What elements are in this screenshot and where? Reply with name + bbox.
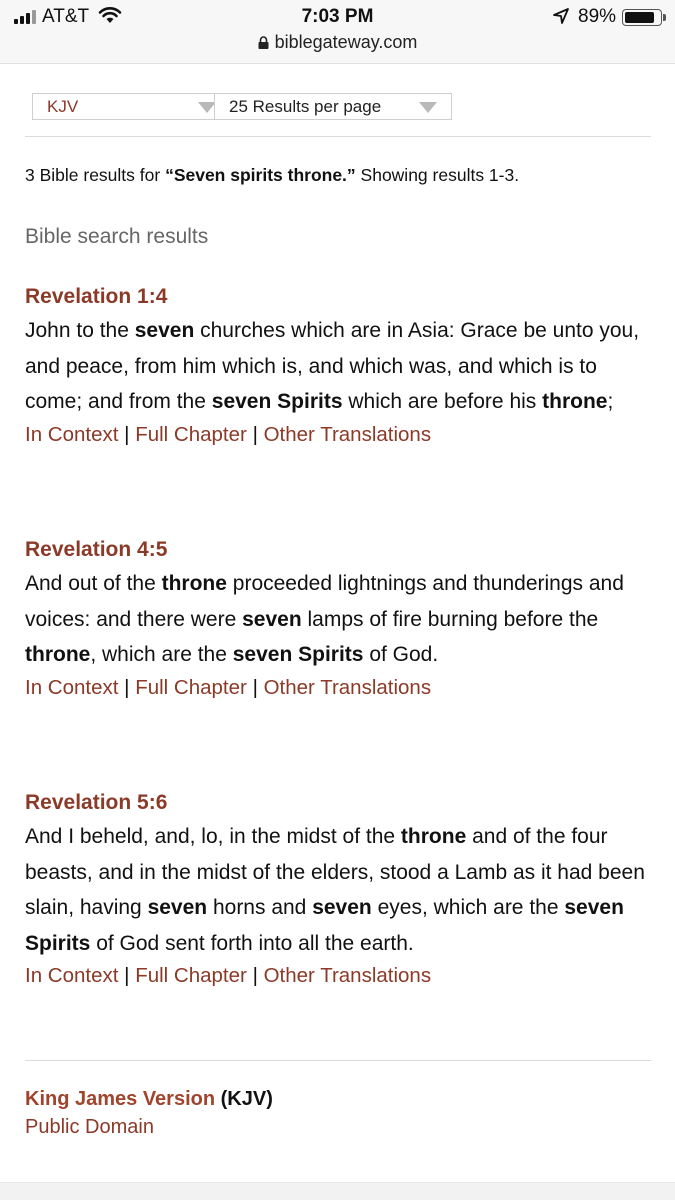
version-name-link[interactable]: King James Version	[25, 1088, 216, 1110]
result-verse-text	[25, 566, 645, 673]
result-links	[25, 420, 645, 450]
section-title: Bible search results	[25, 225, 209, 248]
link-separator: |	[124, 675, 130, 699]
version-abbr: (KJV)	[220, 1088, 273, 1110]
location-arrow-icon	[552, 7, 570, 25]
url-domain: biblegateway.com	[274, 32, 418, 52]
license-link[interactable]: Public Domain	[25, 1116, 154, 1138]
full-chapter-link[interactable]: Full Chapter	[135, 422, 247, 446]
in-context-link[interactable]: In Context	[25, 964, 119, 987]
highlighted-term: throne	[542, 390, 608, 413]
result-verse-text	[25, 313, 645, 420]
search-result	[25, 282, 645, 450]
highlighted-term: Spirits	[277, 390, 343, 413]
verse-text-segment: ;	[607, 390, 614, 413]
summary-suffix: Showing results 1-3.	[355, 165, 520, 185]
verse-text-segment: And out of the	[25, 572, 162, 595]
link-separator: |	[252, 675, 258, 699]
carrier-label: AT&T	[42, 6, 90, 27]
status-bar	[0, 0, 675, 34]
result-reference-link[interactable]: Revelation 1:4	[25, 285, 168, 308]
verse-text-segment: lamps of fire burning before the	[301, 607, 599, 631]
search-filters	[25, 93, 651, 137]
highlighted-term: seven	[564, 896, 624, 919]
highlighted-term: throne	[400, 825, 467, 848]
link-separator: |	[252, 422, 258, 446]
verse-text-segment: churches which are in Asia: Grace be unto you, and peace, from him which is, and which was, and which is to come; and from the	[25, 319, 640, 413]
link-separator: |	[252, 964, 258, 987]
other-translations-link[interactable]: Other Translations	[263, 422, 432, 446]
version-footer	[25, 1060, 651, 1141]
result-verse-text	[25, 819, 645, 961]
highlighted-term: throne	[25, 643, 91, 666]
results-per-page-value: 25 Results per page	[229, 97, 382, 116]
version-select[interactable]	[32, 93, 231, 120]
clock: 7:03 PM	[301, 6, 374, 27]
full-chapter-link[interactable]: Full Chapter	[135, 964, 247, 987]
other-translations-link[interactable]: Other Translations	[263, 675, 432, 699]
results-summary	[25, 165, 519, 186]
results-per-page-select[interactable]	[214, 93, 452, 120]
result-links	[25, 961, 645, 991]
battery-percentage: 89%	[578, 6, 617, 27]
dropdown-arrow-icon	[419, 102, 437, 113]
link-separator: |	[124, 422, 130, 446]
verse-text-segment: eyes, which are the	[371, 896, 565, 919]
url-bar[interactable]	[0, 32, 675, 53]
battery-icon	[622, 9, 662, 26]
highlighted-term: seven	[211, 390, 272, 413]
highlighted-term: throne	[161, 572, 227, 595]
link-separator: |	[124, 964, 130, 987]
in-context-link[interactable]: In Context	[25, 422, 119, 446]
result-reference-link[interactable]: Revelation 5:6	[25, 791, 168, 814]
verse-text-segment: and of the four beasts, and in the midst of the elders, stood a Lamb as it had been slain, having	[25, 825, 645, 919]
result-reference-link[interactable]: Revelation 4:5	[25, 538, 168, 561]
highlighted-term: seven	[242, 607, 302, 631]
highlighted-term: Spirits	[25, 931, 91, 955]
highlighted-term: seven	[232, 643, 293, 666]
lock-icon	[258, 36, 269, 49]
page-bottom-strip	[0, 1182, 675, 1200]
in-context-link[interactable]: In Context	[25, 675, 119, 699]
highlighted-term: seven	[312, 896, 372, 919]
highlighted-term: seven	[134, 319, 195, 342]
search-result	[25, 788, 645, 991]
verse-text-segment: proceeded lightnings and thunderings and voices: and there were	[25, 572, 624, 631]
verse-text-segment: which are before his	[342, 390, 543, 413]
verse-text-segment: horns and	[207, 896, 313, 919]
result-links	[25, 673, 645, 703]
browser-top-bar	[0, 0, 675, 64]
version-info	[25, 1085, 651, 1113]
summary-query: “Seven spirits throne.”	[165, 165, 356, 185]
search-result	[25, 535, 645, 703]
highlighted-term: Spirits	[298, 643, 364, 666]
verse-text-segment: John to the	[25, 319, 135, 342]
verse-text-segment: of God sent forth into all the earth.	[90, 931, 414, 955]
other-translations-link[interactable]: Other Translations	[263, 964, 432, 987]
full-chapter-link[interactable]: Full Chapter	[135, 675, 247, 699]
highlighted-term: seven	[147, 896, 208, 919]
summary-prefix: 3 Bible results for	[25, 165, 166, 185]
battery-fill	[625, 12, 654, 23]
version-select-value: KJV	[47, 97, 79, 116]
verse-text-segment: of God.	[363, 643, 439, 666]
verse-text-segment: , which are the	[90, 643, 233, 666]
verse-text-segment: And I beheld, and, lo, in the midst of the	[25, 825, 401, 848]
